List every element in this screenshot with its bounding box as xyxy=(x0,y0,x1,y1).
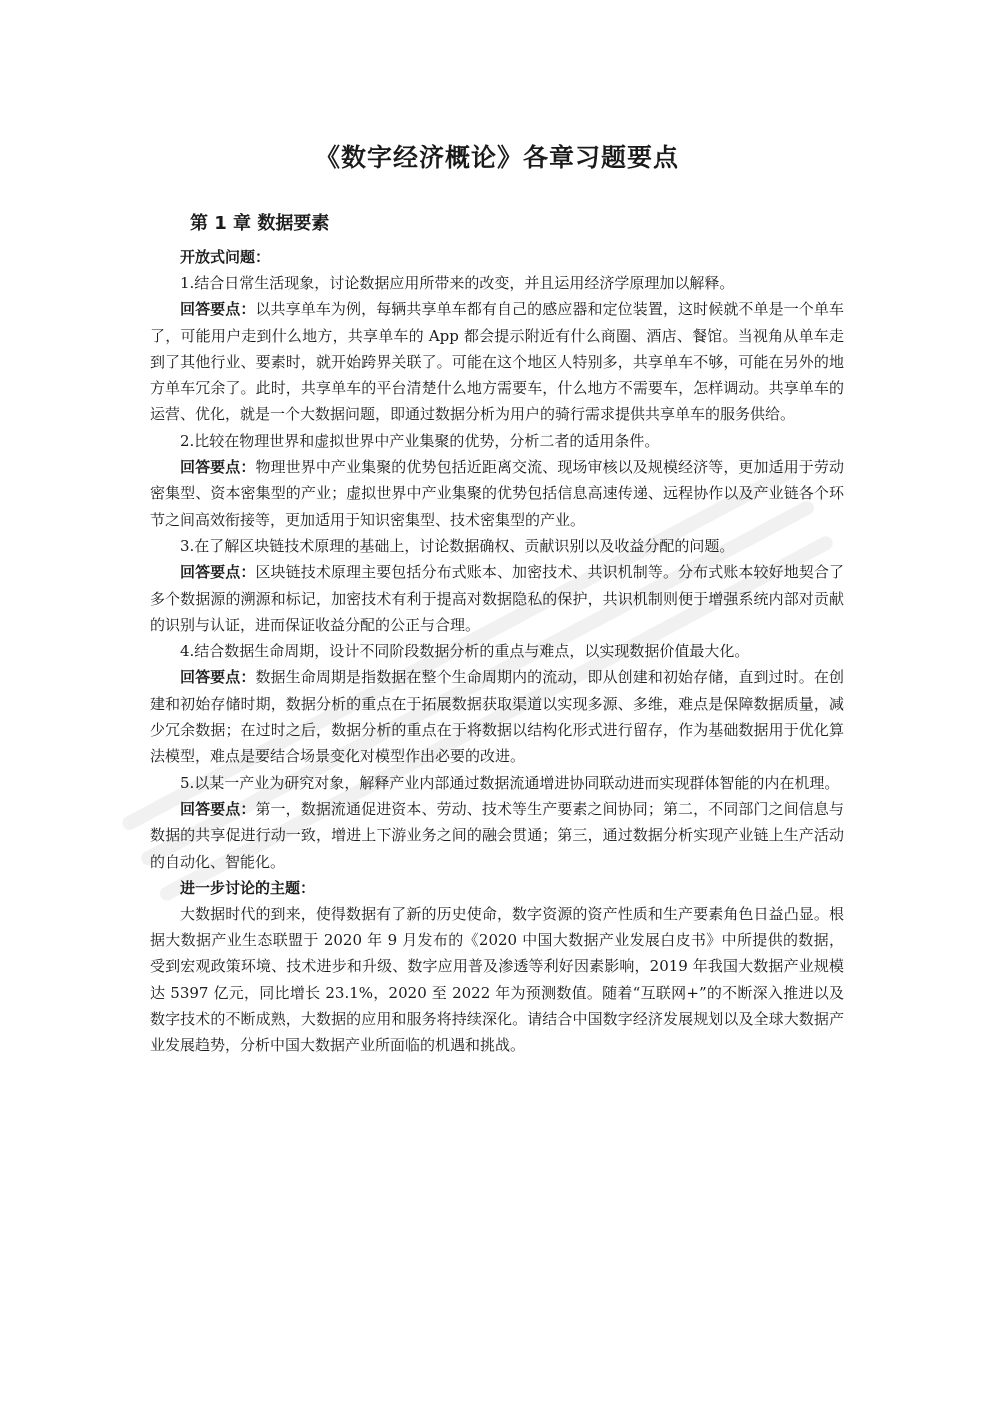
answer-4 xyxy=(150,664,844,769)
answer-label: 回答要点： xyxy=(180,668,256,687)
answer-text: 物理世界中产业集聚的优势包括近距离交流、现场审核以及规模经济等，更加适用于劳动密集型、资本密集型的产业；虚拟世界中产业集聚的优势包括信息高速传递、远程协作以及产业链各个环节之间高效衔接等，更加适用于知识密集型、技术密集型的产业。 xyxy=(150,458,844,529)
answer-text: 以共享单车为例，每辆共享单车都有自己的感应器和定位装置，这时候就不单是一个单车了，可能用户走到什么地方，共享单车的 App 都会提示附近有什么商圈、酒店、餐馆。当视角从单车走到了其他行业、要素时，就开始跨界关联了。可能在这个地区人特别多，共享单车不够，可能在另外的地方单车冗余了。此时，共享单车的平台清楚什么地方需要车，什么地方不需要车，怎样调动。共享单车的运营、优化，就是一个大数据问题，即通过数据分析为用户的骑行需求提供共享单车的服务供给。 xyxy=(150,300,844,424)
further-discussion-text: 大数据时代的到来，使得数据有了新的历史使命，数字资源的资产性质和生产要素角色日益凸显。根据大数据产业生态联盟于 2020 年 9 月发布的《2020 中国大数据产业发展白皮书》中所提供的数据，受到宏观政策环境、技术进步和升级、数字应用普及渗透等利好因素影响，2019 年我国大数据产业规模达 5397 亿元，同比增长 23.1%，2020 至 2022 年为预测数值。随着“互联网+”的不断深入推进以及数字技术的不断成熟，大数据的应用和服务将持续深化。请结合中国数字经济发展规划以及全球大数据产业发展趋势，分析中国大数据产业所面临的机遇和挑战。 xyxy=(150,904,844,1055)
question-3: 3.在了解区块链技术原理的基础上，讨论数据确权、贡献识别以及收益分配的问题。 xyxy=(180,536,735,555)
answer-text: 第一，数据流通促进资本、劳动、技术等生产要素之间协同；第二，不同部门之间信息与数据的共享促进行动一致，增进上下游业务之间的融会贯通；第三，通过数据分析实现产业链上生产活动的自动化、智能化。 xyxy=(150,799,844,871)
answer-label: 回答要点： xyxy=(180,563,256,582)
chapter-heading: 第 1 章 数据要素 xyxy=(190,213,330,234)
answer-label: 回答要点： xyxy=(180,458,256,477)
answer-label: 回答要点： xyxy=(180,300,256,319)
document-page xyxy=(150,140,844,1059)
answer-text: 数据生命周期是指数据在整个生命周期内的流动，即从创建和初始存储，直到过时。在创建和初始存储时期，数据分析的重点在于拓展数据获取渠道以实现多源、多维，难点是保障数据质量，减少冗余数据；在过时之后，数据分析的重点在于将数据以结构化形式进行留存，作为基础数据用于优化算法模型，难点是要结合场景变化对模型作出必要的改进。 xyxy=(150,668,844,766)
answer-5 xyxy=(150,796,844,875)
answer-1 xyxy=(150,296,844,427)
further-discussion-heading: 进一步讨论的主题： xyxy=(180,878,316,897)
question-4: 4.结合数据生命周期，设计不同阶段数据分析的重点与难点，以实现数据价值最大化。 xyxy=(180,642,750,661)
question-2: 2.比较在物理世界和虚拟世界中产业集聚的优势，分析二者的适用条件。 xyxy=(180,431,660,450)
document-title: 《数字经济概论》各章习题要点 xyxy=(314,143,679,172)
answer-3 xyxy=(150,559,844,638)
answer-2 xyxy=(150,454,844,533)
answer-label: 回答要点： xyxy=(180,799,256,818)
question-1: 1.结合日常生活现象，讨论数据应用所带来的改变，并且运用经济学原理加以解释。 xyxy=(180,274,735,292)
question-5: 5.以某一产业为研究对象，解释产业内部通过数据流通增进协同联动进而实现群体智能的内在机理。 xyxy=(180,773,840,792)
answer-text: 区块链技术原理主要包括分布式账本、加密技术、共识机制等。分布式账本较好地契合了多个数据源的溯源和标记，加密技术有利于提高对数据隐私的保护，共识机制则便于增强系统内部对贡献的识别与认证，进而保证收益分配的公正与合理。 xyxy=(150,563,844,634)
open-questions-heading: 开放式问题： xyxy=(180,248,271,266)
